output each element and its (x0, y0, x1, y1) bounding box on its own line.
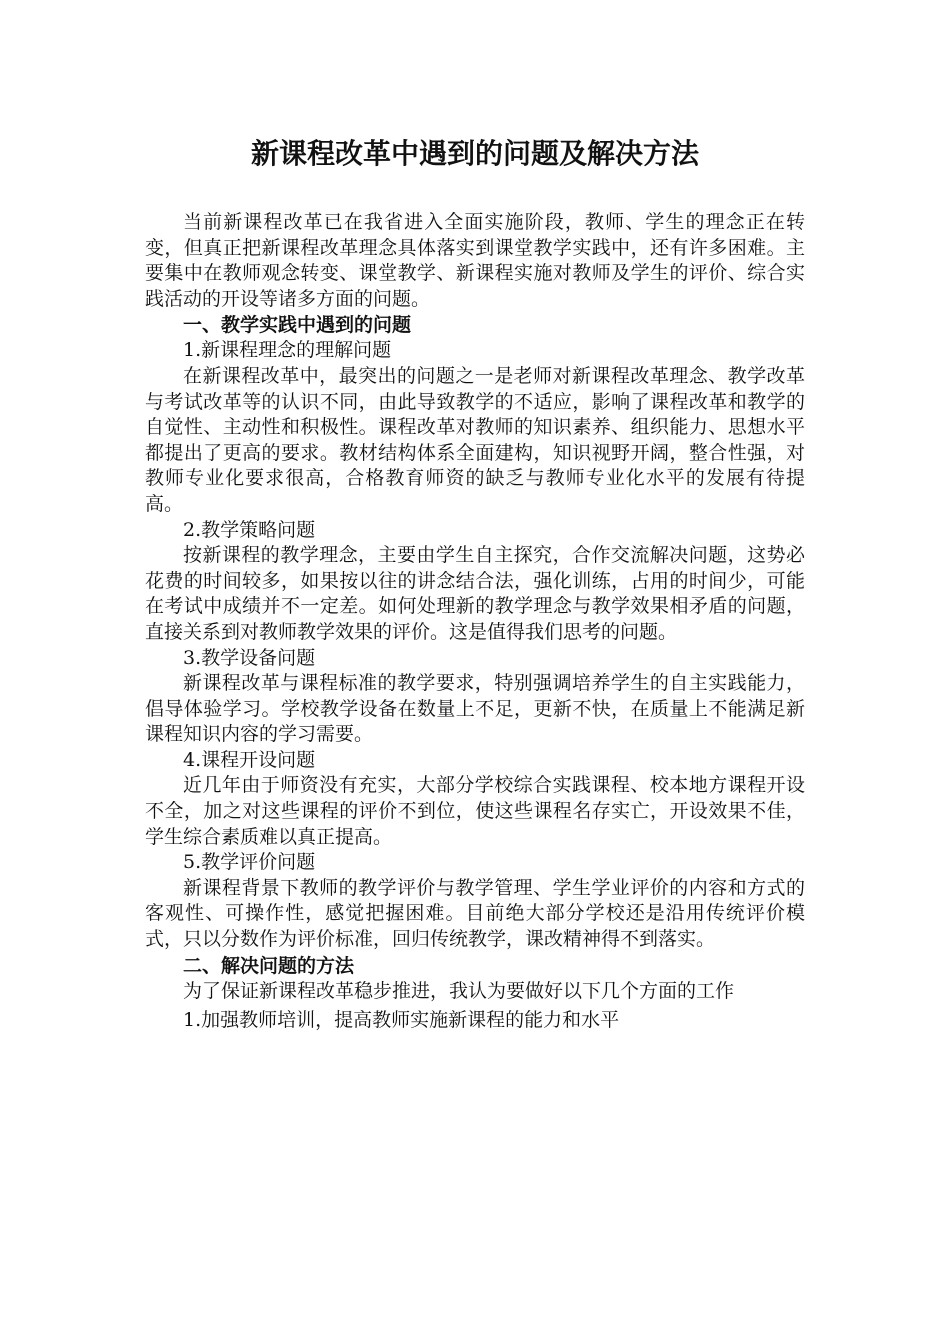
paragraph-evaluation: 新课程背景下教师的教学评价与教学管理、学生学业评价的内容和方式的客观性、可操作性，感觉把握困难。目前绝大部分学校还是沿用传统评价模式，只以分数作为评价标准，回归传统教学，课改精神得不到落实。 (145, 876, 805, 951)
section-heading-solutions: 二、解决问题的方法 (183, 954, 355, 977)
paragraph-concept: 在新课程改革中，最突出的问题之一是老师对新课程改革理念、教学改革与考试改革等的认识不同，由此导致教学的不适应，影响了课程改革和教学的自觉性、主动性和积极性。课程改革对教师的知识素养、组织能力、思想水平都提出了更高的要求。教材结构体系全面建构，知识视野开阔，整合性强，对教师专业化要求很高，合格教育师资的缺乏与教师专业化水平的发展有待提高。 (145, 364, 805, 515)
section-heading-problems: 一、教学实践中遇到的问题 (183, 314, 412, 337)
paragraph-solutions-intro: 为了保证新课程改革稳步推进，我认为要做好以下几个方面的工作 (183, 979, 735, 1002)
subheading-equipment: 3.教学设备问题 (183, 646, 316, 669)
paragraph-strategy: 按新课程的教学理念，主要由学生自主探究，合作交流解决问题，这势必花费的时间较多，如果按以往的讲念结合法，强化训练，占用的时间少，可能在考试中成绩并不一定差。如何处理新的教学理念与教学效果相矛盾的问题，直接关系到对教师教学效果的评价。这是值得我们思考的问题。 (145, 544, 805, 643)
document-title: 新课程改革中遇到的问题及解决方法 (250, 137, 699, 170)
subheading-courses: 4.课程开设问题 (183, 748, 316, 771)
subheading-teacher-training: 1.加强教师培训，提高教师实施新课程的能力和水平 (183, 1009, 620, 1032)
intro-paragraph: 当前新课程改革已在我省进入全面实施阶段，教师、学生的理念正在转变，但真正把新课程改革理念具体落实到课堂教学实践中，还有许多困难。主要集中在教师观念转变、课堂教学、新课程实施对教师及学生的评价、综合实践活动的开设等诸多方面的问题。 (145, 211, 805, 310)
paragraph-courses: 近几年由于师资没有充实，大部分学校综合实践课程、校本地方课程开设不全，加之对这些课程的评价不到位，使这些课程名存实亡，开设效果不佳，学生综合素质难以真正提高。 (145, 774, 805, 848)
subheading-concept: 1.新课程理念的理解问题 (183, 339, 392, 362)
paragraph-equipment: 新课程改革与课程标准的教学要求，特别强调培养学生的自主实践能力，倡导体验学习。学校教学设备在数量上不足，更新不快，在质量上不能满足新课程知识内容的学习需要。 (145, 672, 805, 746)
subheading-evaluation: 5.教学评价问题 (183, 851, 316, 874)
subheading-strategy: 2.教学策略问题 (183, 518, 316, 541)
document-body (145, 210, 805, 1034)
